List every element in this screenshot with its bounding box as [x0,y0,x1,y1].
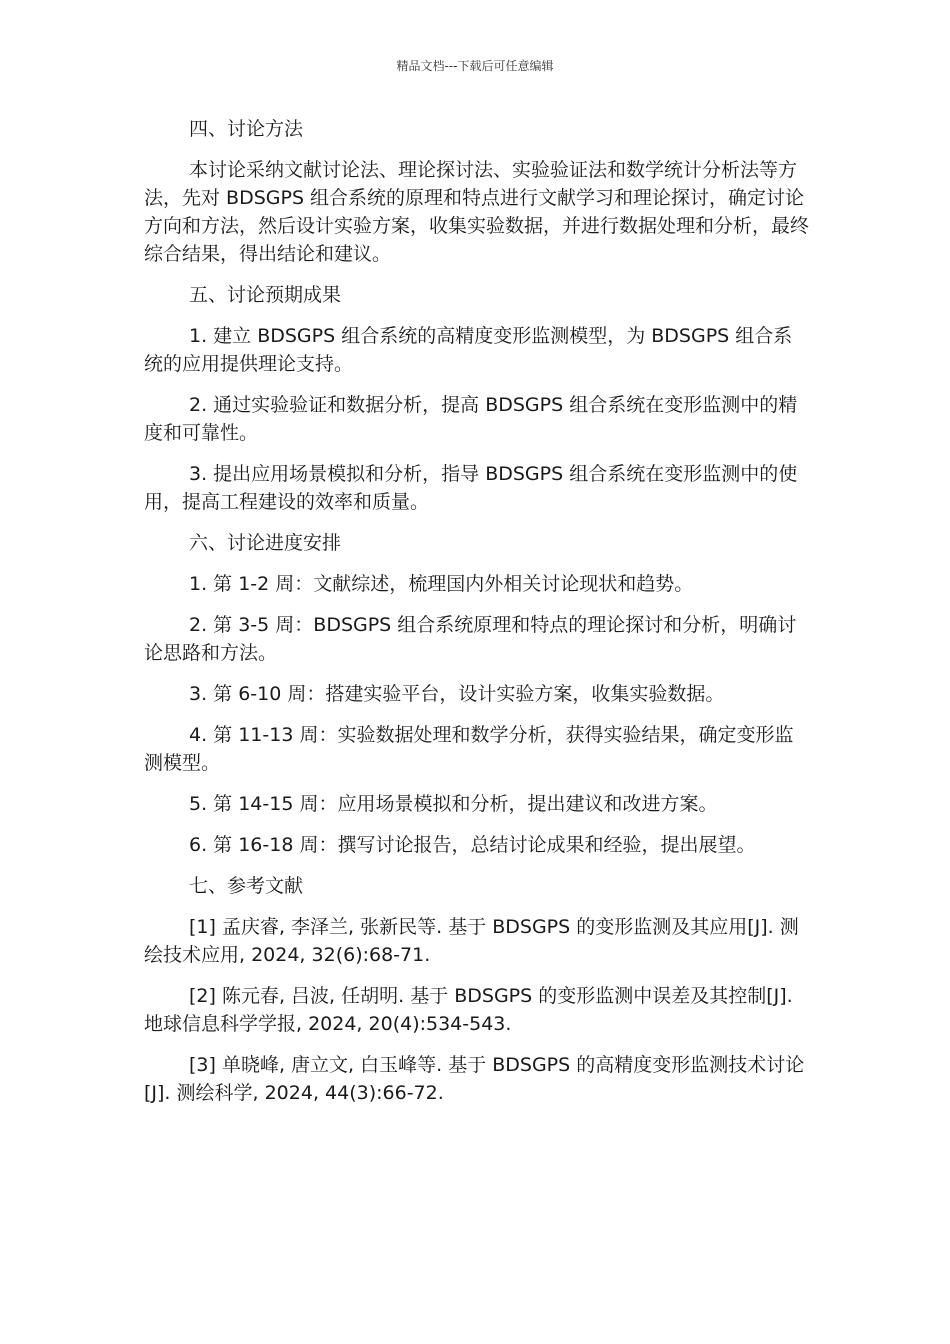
reference-item: [3] 单晓峰, 唐立文, 白玉峰等. 基于 BDSGPS 的高精度变形监测技术讨论[J]. 测绘科学, 2024, 44(3):66-72. [144,1054,805,1104]
section-heading-schedule: 六、讨论进度安排 [189,532,342,554]
outcome-item: 2. 通过实验验证和数据分析，提高 BDSGPS 组合系统在变形监测中的精度和可靠性。 [144,394,798,444]
reference-item: [1] 孟庆睿, 李泽兰, 张新民等. 基于 BDSGPS 的变形监测及其应用[J]. 测绘技术应用, 2024, 32(6):68-71. [144,916,799,966]
schedule-item: 4. 第 11-13 周：实验数据处理和数学分析，获得实验结果，确定变形监测模型。 [144,724,794,774]
outcome-item: 3. 提出应用场景模拟和分析，指导 BDSGPS 组合系统在变形监测中的使用，提高工程建设的效率和质量。 [144,463,798,513]
header-note: 精品文档---下载后可任意编辑 [396,59,554,73]
schedule-item: 6. 第 16-18 周：撰写讨论报告，总结讨论成果和经验，提出展望。 [189,834,756,856]
schedule-item: 3. 第 6-10 周：搭建实验平台，设计实验方案，收集实验数据。 [189,683,725,705]
method-paragraph: 本讨论采纳文献讨论法、理论探讨法、实验验证法和数学统计分析法等方法，先对 BDSGPS 组合系统的原理和特点进行文献学习和理论探讨，确定讨论方向和方法，然后设计实验方案，收集实验数据，并进行数据处理和分析，最终综合结果，得出结论和建议。 [144,159,810,265]
document-body [144,115,809,1120]
schedule-item: 5. 第 14-15 周：应用场景模拟和分析，提出建议和改进方案。 [189,793,718,815]
schedule-item: 2. 第 3-5 周：BDSGPS 组合系统原理和特点的理论探讨和分析，明确讨论思路和方法。 [144,614,797,664]
outcome-item: 1. 建立 BDSGPS 组合系统的高精度变形监测模型，为 BDSGPS 组合系统的应用提供理论支持。 [144,325,793,375]
section-heading-method: 四、讨论方法 [189,118,304,140]
section-heading-outcomes: 五、讨论预期成果 [189,284,342,306]
section-heading-references: 七、参考文献 [189,875,304,897]
schedule-item: 1. 第 1-2 周：文献综述，梳理国内外相关讨论现状和趋势。 [189,573,694,595]
reference-item: [2] 陈元春, 吕波, 任胡明. 基于 BDSGPS 的变形监测中误差及其控制[J]. 地球信息科学学报, 2024, 20(4):534-543. [144,985,793,1035]
